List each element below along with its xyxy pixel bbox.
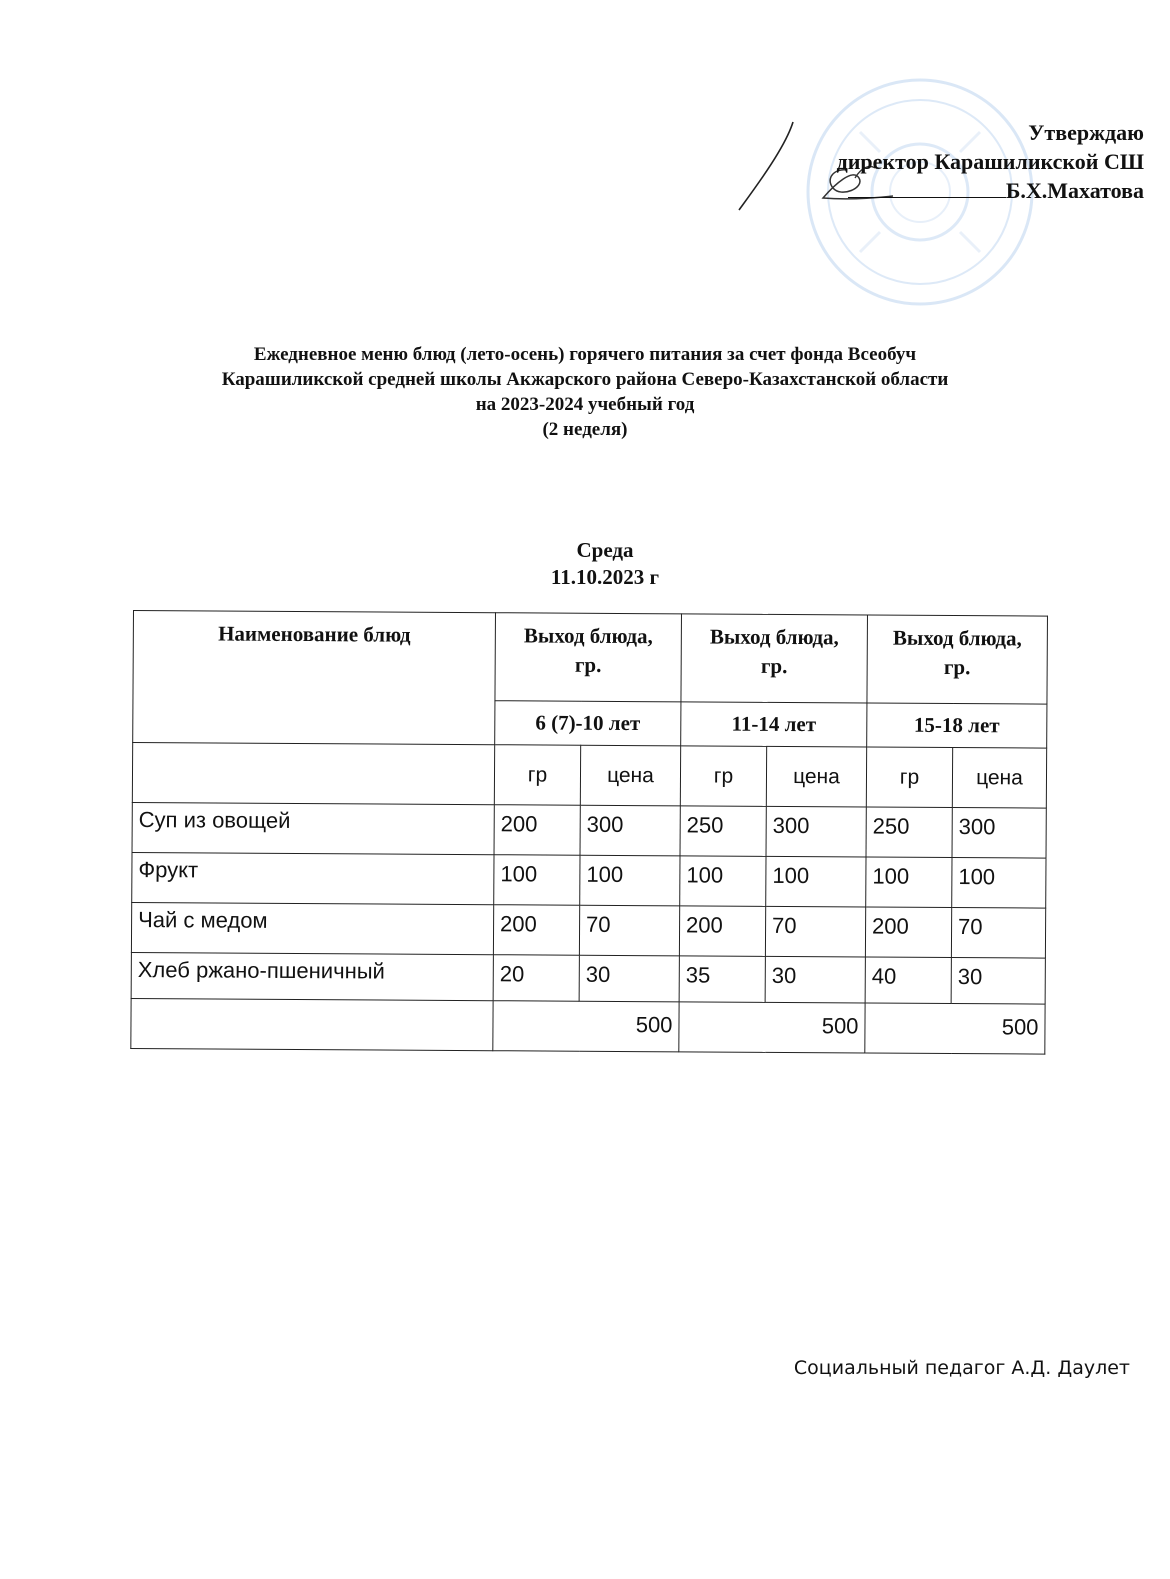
cell-price: 100 [580,855,680,906]
dish-name: Фрукт [132,852,494,904]
table-row [132,852,1046,908]
header-output-label: Выход блюда, [709,624,839,650]
age-group-1: 6 (7)-10 лет [495,701,681,746]
cell-price: 300 [766,806,866,857]
totals-row [131,998,1045,1054]
approval-signature-line [837,176,1144,205]
header-output-label: Выход блюда, [892,625,1022,651]
cell-gr: 200 [865,907,951,958]
table-row [131,902,1045,958]
cell-gr: 200 [679,906,765,957]
title-line-3: на 2023-2024 учебный год [475,394,695,415]
total-age-2: 500 [679,1002,865,1053]
cell-gr: 100 [494,855,580,906]
title-line-4: (2 неделя) [542,419,628,440]
total-age-1: 500 [493,1001,679,1052]
sub-gr: гр [866,747,952,808]
cell-gr: 100 [680,856,766,907]
table-row [132,802,1046,858]
document-title [0,342,1170,442]
header-output-age1 [495,613,682,702]
cell-gr: 20 [493,955,579,1002]
sub-price: цена [580,745,680,806]
header-row [133,611,1048,705]
header-output-age2 [681,614,868,703]
footer-signer: Социальный педагог А.Д. Даулет [793,1357,1130,1379]
cell-price: 70 [579,905,679,956]
cell-price: 70 [765,906,865,957]
title-line-2: Карашиликской средней школы Акжарского района Северо-Казахстанской области [221,369,949,390]
table-row [131,952,1045,1004]
signature-blank [848,177,1006,198]
cell-price: 300 [952,808,1046,859]
cell-price: 30 [579,955,679,1002]
dish-name: Чай с медом [131,902,493,954]
subheader-empty [132,743,494,805]
age-group-2: 11-14 лет [681,702,867,747]
title-line-1: Ежедневное меню блюд (лето-осень) горячего питания за счет фонда Всеобуч [253,344,917,365]
header-output-unit: гр. [760,653,788,678]
cell-price: 300 [580,805,680,856]
approval-name: Б.Х.Махатова [1005,178,1144,203]
header-output-unit: гр. [574,652,602,677]
date: 11.10.2023 г [550,565,660,589]
header-output-age3 [867,615,1048,704]
cell-gr: 250 [680,806,766,857]
cell-price: 100 [766,856,866,907]
subheader-row [132,743,1046,809]
header-dish-name [133,611,496,745]
approval-block [837,118,1144,205]
weekday: Среда [576,538,634,562]
sub-price: цена [952,748,1046,809]
header-dish-label: Наименование блюд [218,621,411,647]
menu-table [130,610,1048,1055]
cell-gr: 200 [494,805,580,856]
cell-gr: 250 [866,807,952,858]
cell-price: 30 [765,956,865,1003]
header-output-unit: гр. [943,654,971,680]
cell-gr: 35 [679,956,765,1003]
header-output-label: Выход блюда, [523,623,653,649]
cell-gr: 40 [865,957,951,1004]
cell-gr: 200 [493,905,579,956]
approval-director: директор Карашиликской СШ [836,149,1144,174]
cell-gr: 100 [866,857,952,908]
cell-price: 70 [951,908,1045,959]
sub-gr: гр [494,745,580,806]
sub-gr: гр [680,746,766,807]
approval-heading: Утверждаю [1028,120,1144,145]
dish-name: Хлеб ржано-пшеничный [131,952,493,1000]
total-age-3: 500 [865,1003,1045,1054]
cell-price: 100 [952,858,1046,909]
day-heading [0,537,1170,591]
age-group-3: 15-18 лет [867,703,1047,748]
sub-price: цена [766,746,866,807]
dish-name: Суп из овощей [132,802,494,854]
cell-price: 30 [951,958,1045,1005]
totals-empty [131,998,493,1050]
